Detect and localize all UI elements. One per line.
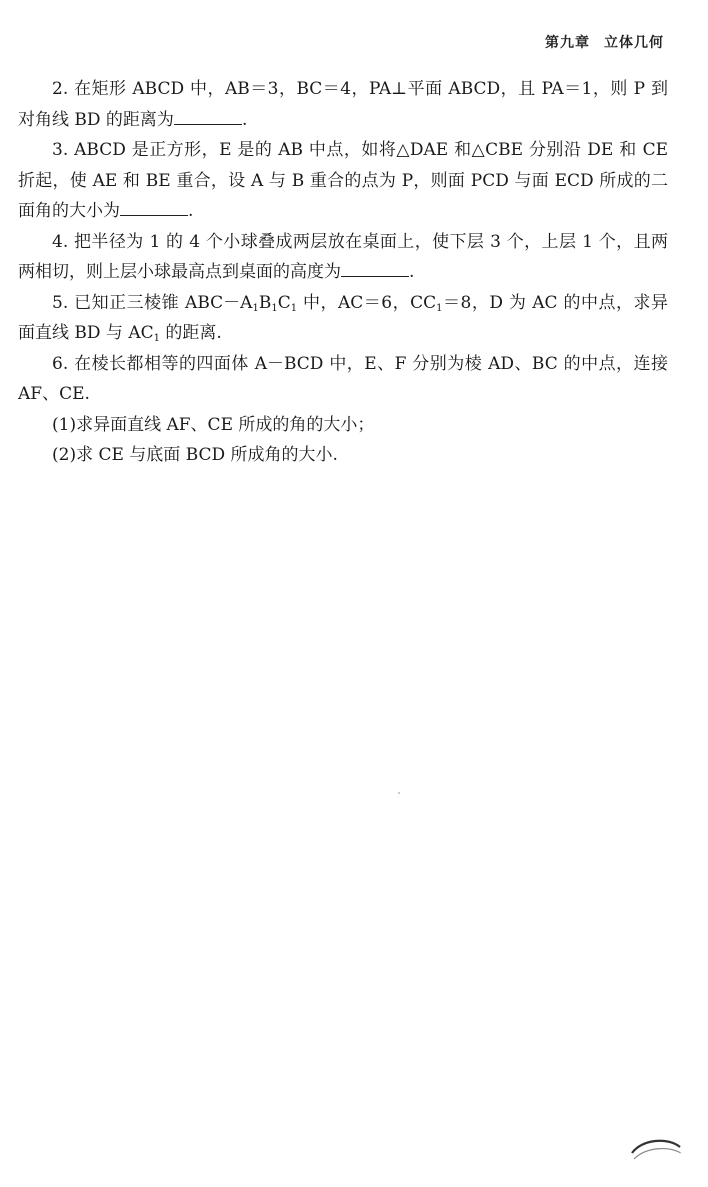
problem-3: [18, 135, 668, 227]
subscript: 1: [436, 302, 443, 314]
running-header: [545, 32, 664, 52]
subscript: 1: [153, 333, 160, 344]
problem-5-text: 的距离.: [160, 323, 222, 343]
subscript: 1: [271, 302, 278, 314]
problem-6-part-1-text: (1)求异面直线 AF、CE 所成的角的大小；: [52, 414, 375, 435]
problem-2-end: .: [241, 109, 248, 130]
problem-4: [18, 227, 668, 288]
page-speck: [398, 792, 400, 794]
problem-4-text: 4. 把半径为 1 的 4 个小球叠成两层放在桌面上，使下层 3 个，上层 1 个，且两两相切，则上层小球最高点到桌面的高度为: [18, 231, 668, 282]
problem-5-text: 5. 已知正三棱锥 ABC－A: [52, 292, 253, 313]
subscript: 1: [252, 302, 259, 314]
problem-5-text: ＝8，D 为 AC 的中点，求异面直线 BD 与 AC: [18, 292, 668, 343]
answer-blank: [120, 199, 188, 216]
problem-5-text: 中，AC＝6，CC: [297, 292, 437, 313]
problem-3-end: .: [188, 201, 194, 221]
problem-6: [18, 349, 668, 410]
subscript: 1: [290, 302, 298, 314]
problem-6-part-2: [18, 440, 668, 471]
answer-blank: [341, 260, 409, 277]
chapter-title: 立体几何: [604, 35, 664, 51]
problem-2: [18, 74, 668, 135]
problem-6-part-1: [18, 410, 668, 441]
problem-5-text: B: [258, 292, 272, 313]
chapter-number: 第九章: [545, 35, 590, 51]
problem-6-text: 6. 在棱长都相等的四面体 A－BCD 中，E、F 分别为棱 AD、BC 的中点，连接 AF、CE.: [18, 353, 668, 404]
problem-list: [18, 74, 668, 471]
problem-3-text: 3. ABCD 是正方形，E 是的 AB 中点，如将△DAE 和△CBE 分别沿 DE 和 CE 折起，使 AE 和 BE 重合，设 A 与 B 重合的点为 P，则面 PCD 与面 ECD 所成的二面角的大小为: [18, 140, 668, 221]
problem-2-text: 2. 在矩形 ABCD 中，AB＝3，BC＝4，PA⊥平面 ABCD，且 PA＝1，则 P 到对角线 BD 的距离为: [18, 79, 668, 130]
page-curl-icon: [628, 1133, 708, 1187]
problem-6-part-2-text: (2)求 CE 与底面 BCD 所成角的大小.: [52, 445, 338, 465]
problem-5: [18, 288, 668, 349]
problem-5-text: C: [277, 292, 291, 313]
answer-blank: [174, 108, 242, 125]
problem-4-end: .: [409, 262, 415, 282]
